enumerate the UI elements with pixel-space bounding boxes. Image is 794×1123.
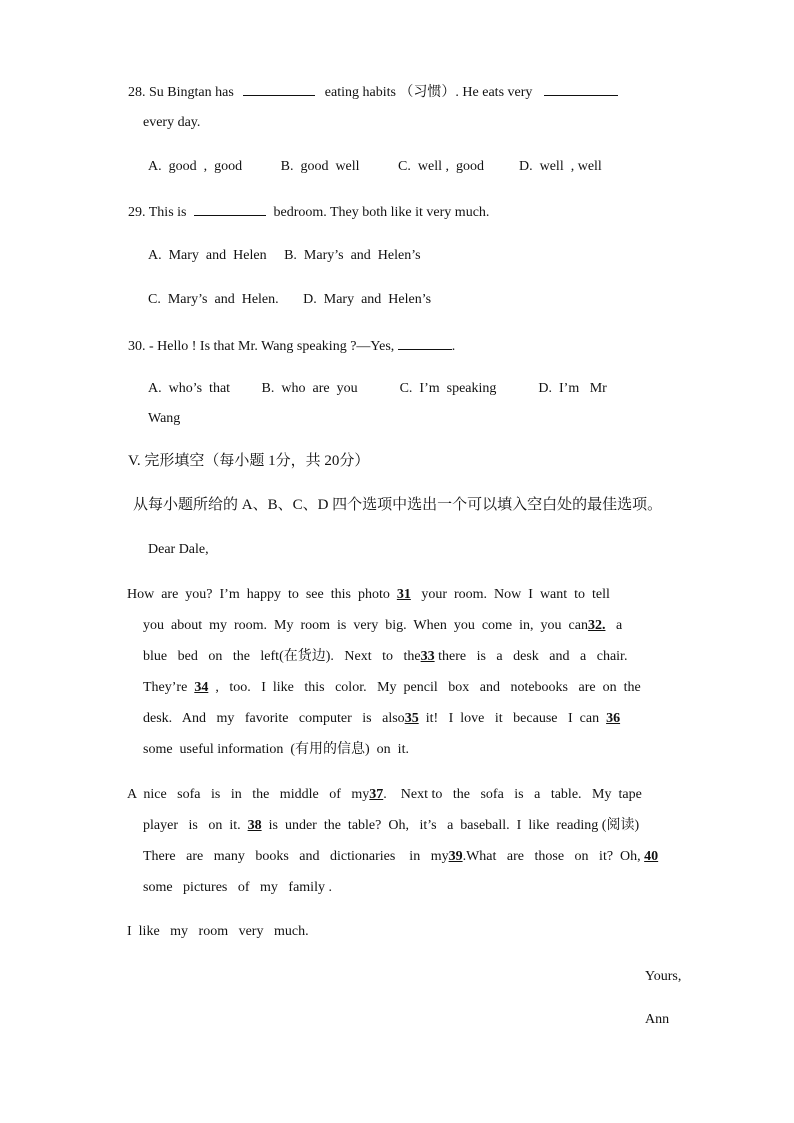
q29-options-ab: A. Mary and Helen B. Mary’s and Helen’s (148, 248, 421, 263)
section-instruction: 从每小题所给的 A、B、C、D 四个选项中选出一个可以填入空白处的最佳选项。 (133, 497, 663, 513)
letter-p1-line5: desk. And my favorite computer is also35 it! I love it because I can 36 (143, 711, 621, 726)
answer-blank (243, 81, 315, 96)
q30-options-line2: Wang (148, 411, 181, 426)
cloze-blank-33: 33 (420, 649, 435, 664)
letter-p2-line1: A nice sofa is in the middle of my37. Next to the sofa is a table. My tape (127, 787, 642, 802)
letter-closing-line: I like my room very much. (127, 924, 309, 939)
answer-blank (398, 335, 452, 350)
cloze-blank-35: 35 (404, 711, 419, 726)
answer-blank (194, 201, 266, 216)
q28-stem-line2: every day. (143, 115, 201, 130)
q30-options-line1: A. who’s that B. who are you C. I’m speaking D. I’m Mr (148, 381, 607, 396)
cloze-blank-38: 38 (247, 818, 262, 833)
section-heading: V. 完形填空（每小题 1分，共 20分） (128, 453, 370, 469)
q30-stem: 30. - Hello ! Is that Mr. Wang speaking ?—Yes, . (128, 335, 455, 357)
cloze-blank-32: 32. (587, 618, 606, 633)
cloze-blank-40: 40 (644, 849, 659, 864)
letter-p1-line2: you about my room. My room is very big. When you come in, you can32. a (143, 618, 623, 633)
cloze-blank-39: 39 (448, 849, 463, 864)
cloze-blank-34: 34 (194, 680, 209, 695)
letter-signoff: Yours, (645, 969, 682, 984)
q28-options: A. good , good B. good well C. well , good D. well , well (148, 159, 602, 174)
cloze-blank-36: 36 (606, 711, 621, 726)
q28-stem-line1: 28. Su Bingtan has eating habits （习惯）. He eats very (128, 81, 618, 103)
q29-options-cd: C. Mary’s and Helen. D. Mary and Helen’s (148, 292, 432, 307)
letter-p2-line3: There are many books and dictionaries in my39.What are those on it? Oh, 40 (143, 849, 659, 864)
letter-p1-line4: They’re 34 , too. I like this color. My pencil box and notebooks are on the (143, 680, 641, 695)
answer-blank (544, 81, 618, 96)
letter-p2-line2: player is on it. 38 is under the table? Oh, it’s a baseball. I like reading (阅读) (143, 818, 640, 833)
cloze-blank-37: 37 (369, 787, 384, 802)
letter-p1-line1: How are you? I’m happy to see this photo 31 your room. Now I want to tell (127, 587, 610, 602)
q29-stem: 29. This is bedroom. They both like it very much. (128, 201, 489, 223)
letter-signature-name: Ann (645, 1012, 670, 1027)
cloze-blank-31: 31 (396, 587, 411, 602)
letter-p1-line6: some useful information (有用的信息) on it. (143, 742, 409, 757)
letter-greeting: Dear Dale, (148, 542, 209, 557)
letter-p2-line4: some pictures of my family . (143, 880, 332, 895)
letter-p1-line3: blue bed on the left(在货边). Next to the33 there is a desk and a chair. (143, 649, 628, 664)
